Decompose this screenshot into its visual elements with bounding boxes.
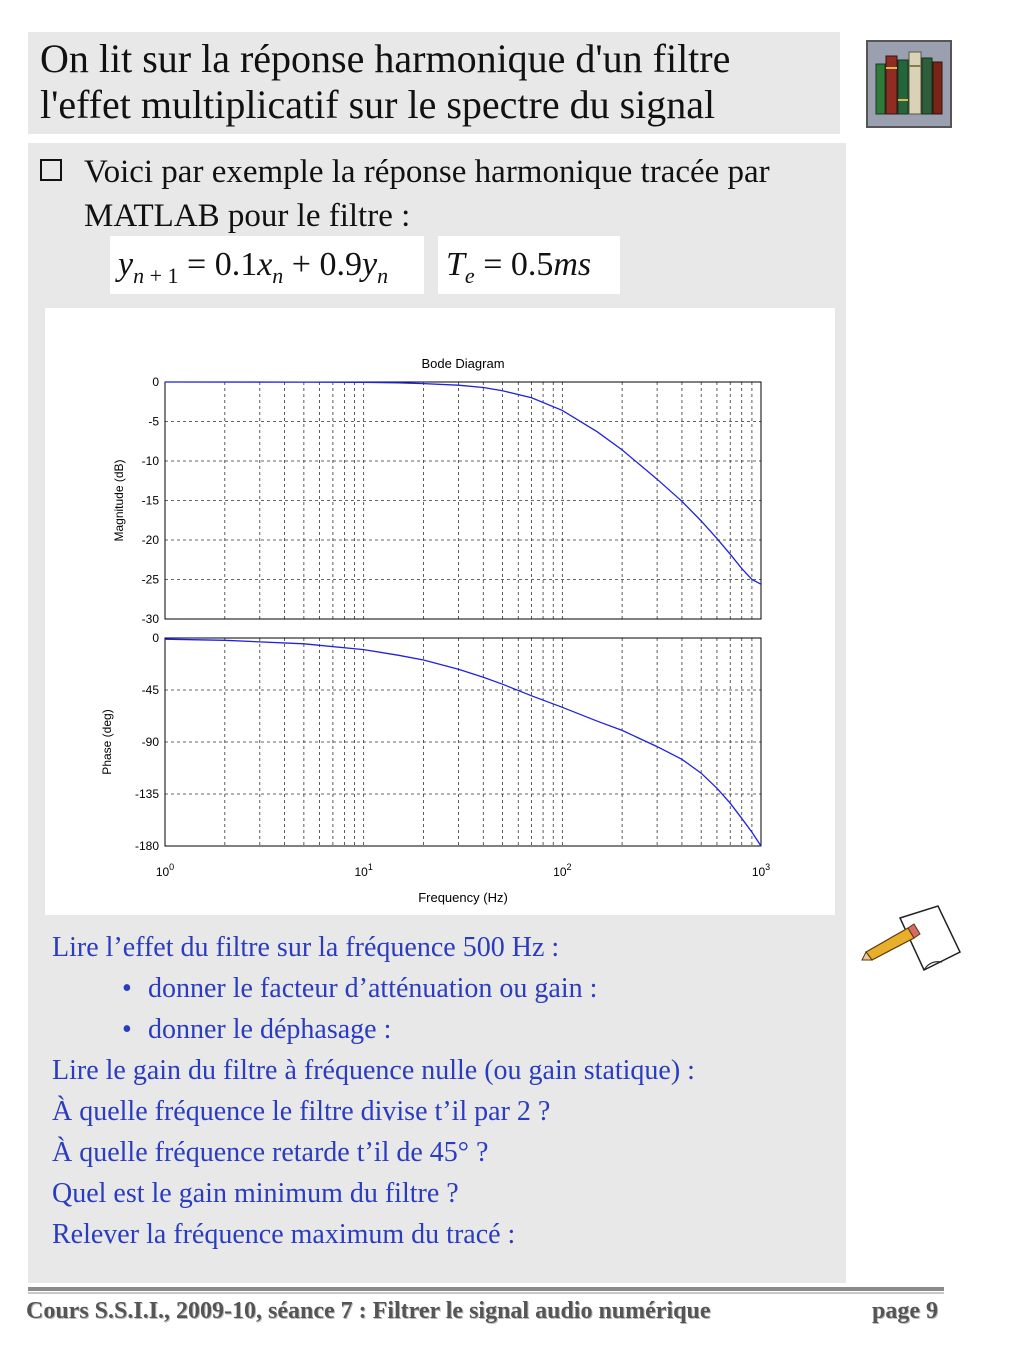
y-tick-label: 0	[152, 375, 159, 389]
question-sub-item: • donner le facteur d’atténuation ou gain :	[52, 968, 852, 1009]
chart-title: Bode Diagram	[421, 356, 505, 371]
question-line: À quelle fréquence retarde t’il de 45° ?	[52, 1137, 489, 1168]
x-tick-label: $10^0$	[155, 862, 175, 879]
question-line: Quel est le gain minimum du filtre ?	[52, 1178, 459, 1209]
question-line: Relever la fréquence maximum du tracé :	[52, 1219, 516, 1250]
bullet-text: Voici par exemple la réponse harmonique tracée par MATLAB pour le filtre :	[84, 154, 770, 234]
x-tick-label: $10^3$	[751, 862, 771, 879]
y-tick-label: -15	[141, 493, 159, 508]
pencil-note-icon	[860, 900, 966, 980]
y-tick-label: 0	[152, 631, 159, 645]
questions-list	[52, 927, 852, 1255]
equation-recurrence	[110, 236, 424, 294]
y-tick-label: -135	[134, 787, 159, 801]
books-icon[interactable]	[864, 38, 952, 128]
y-tick-label: -10	[141, 454, 159, 468]
footer-course: Cours S.S.I.I., 2009-10, séance 7 : Filtrer le signal audio numérique	[26, 1298, 711, 1324]
y-tick-label: -20	[141, 533, 159, 547]
title-box	[28, 32, 840, 134]
title-line-1: On lit sur la réponse harmonique d'un filtre	[40, 36, 731, 81]
question-line: Lire l’effet du filtre sur la fréquence 500 Hz :	[52, 932, 560, 963]
page-number: page 9	[872, 1298, 938, 1324]
y-axis-label: Phase (deg)	[100, 709, 114, 775]
y-tick-label: -5	[148, 414, 159, 429]
checkbox-bullet-icon	[40, 159, 62, 181]
y-tick-label: -180	[134, 839, 159, 853]
bode-chart	[45, 308, 835, 915]
question-sub-item: • donner le déphasage :	[52, 1009, 852, 1050]
equation-sampling-period	[438, 236, 620, 294]
bode-svg	[45, 308, 835, 915]
x-tick-label: $10^2$	[553, 862, 572, 879]
x-axis-label: Frequency (Hz)	[418, 890, 508, 905]
footer-divider	[28, 1287, 944, 1291]
y-axis-label: Magnitude (dB)	[112, 459, 126, 542]
slide-title	[40, 36, 730, 128]
y-tick-label: -45	[141, 683, 159, 697]
title-line-2: l'effet multiplicatif sur le spectre du signal	[40, 82, 716, 127]
question-line: À quelle fréquence le filtre divise t’il par 2 ?	[52, 1096, 551, 1127]
footer-divider-shadow	[28, 1292, 944, 1294]
equation-text: $T_e = 0.5ms$	[446, 246, 592, 288]
y-tick-label: -25	[141, 572, 159, 587]
y-tick-label: -90	[141, 735, 159, 749]
x-tick-label: $10^1$	[354, 862, 373, 879]
y-tick-label: -30	[141, 612, 159, 626]
question-line: Lire le gain du filtre à fréquence nulle (ou gain statique) :	[52, 1055, 695, 1086]
equation-text: $y_{n + 1} = 0.1x_n + 0.9y_n$	[118, 246, 389, 288]
